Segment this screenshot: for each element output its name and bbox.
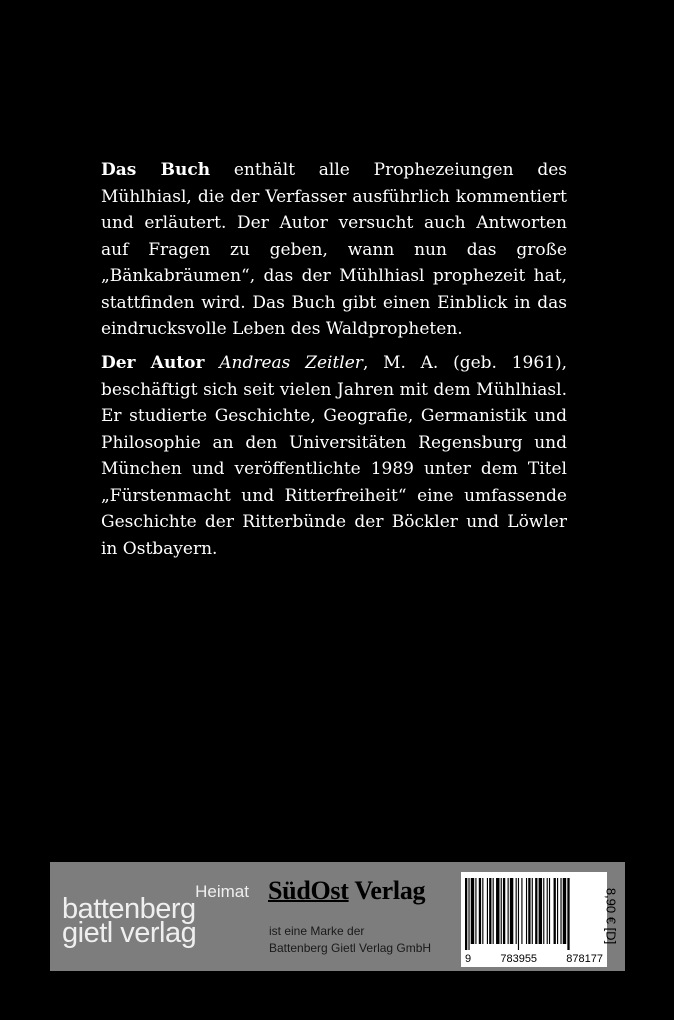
barcode-bar [468, 878, 469, 950]
isbn-barcode [461, 872, 607, 967]
barcode-bar [557, 878, 558, 944]
isbn-group-1: 9 [465, 953, 472, 965]
barcode-bar [465, 878, 467, 950]
barcode-bar [482, 878, 483, 944]
barcode-bar [479, 878, 481, 944]
imprint-note [269, 923, 431, 957]
suedost-logo-sued: Süd [268, 876, 311, 905]
barcode-bar [493, 878, 494, 944]
barcode-bar [501, 878, 502, 944]
barcode-bar [560, 878, 561, 944]
barcode-bar [521, 878, 522, 944]
battenberg-gietl-logo [62, 882, 249, 952]
barcode-bar [547, 878, 548, 944]
barcode-bar [489, 878, 491, 944]
barcode-bar [535, 878, 537, 944]
price-label [598, 866, 624, 966]
barcode-bar [516, 878, 517, 944]
barcode-bar [567, 878, 569, 950]
suedost-logo-verlag: Verlag [348, 876, 426, 905]
barcode-bar [528, 878, 530, 944]
barcode-bar [503, 878, 505, 944]
imprint-note-line-1: ist eine Marke der [269, 924, 365, 938]
imprint-note-line-2: Battenberg Gietl Verlag GmbH [269, 941, 432, 955]
logo-heimat: Heimat [195, 882, 249, 901]
isbn-group-2: 783955 [500, 953, 538, 965]
author-description [101, 350, 567, 562]
barcode-bar [487, 878, 488, 944]
book-description-label: Das Buch [101, 160, 211, 180]
barcode-bar [554, 878, 556, 944]
barcode-bar [563, 878, 566, 944]
suedost-verlag-logo [268, 876, 425, 906]
barcode-bar [496, 878, 499, 944]
author-name: Andreas Zeitler [219, 353, 363, 373]
logo-line-2: gietl verlag [62, 917, 197, 949]
barcode-bar [543, 878, 544, 944]
isbn-group-3: 878177 [566, 953, 603, 965]
author-description-text: , M. A. (geb. 1961), beschäftigt sich seit vielen Jahren mit dem Mühlhiasl. Er studierte Geschichte, Geografie, Germanistik und Philosophie an den Universitäten Regensburg und München und veröffentlichte 1989 unter dem Titel „Fürstenmacht und Ritterfreiheit“ eine umfassende Geschichte der Ritterbünde der Böckler und Löwler in Ostbayern. [101, 353, 568, 559]
author-description-label: Der Autor [101, 353, 205, 373]
barcode-bar [508, 878, 509, 944]
publisher-footer [50, 862, 625, 971]
logo-line-1: battenberg [62, 893, 196, 925]
suedost-logo-ost: Ost [310, 876, 349, 905]
isbn-number [465, 953, 603, 965]
barcode-bar [526, 878, 527, 944]
price-text: 8,90 € [D] [603, 887, 619, 945]
barcode-bar [510, 878, 513, 944]
book-description-text: enthält alle Prophezeiungen des Mühlhiasl, die der Verfasser ausführlich kommentiert und erläutert. Der Autor versucht auch Antworten auf Fragen zu geben, wann nun das große „Bänkabräumen“, das der Mühlhiasl prophezeit hat, stattfinden wird. Das Buch gibt einen Einblick in das eindrucksvolle Leben des Waldpropheten. [101, 160, 568, 339]
barcode-bar [539, 878, 542, 944]
barcode-bar [471, 878, 474, 944]
barcode-bar [532, 878, 533, 944]
barcode-bar [549, 878, 550, 944]
book-description [101, 157, 567, 343]
barcode-icon [465, 878, 603, 950]
barcode-bar [518, 878, 519, 950]
barcode-bar [475, 878, 476, 944]
